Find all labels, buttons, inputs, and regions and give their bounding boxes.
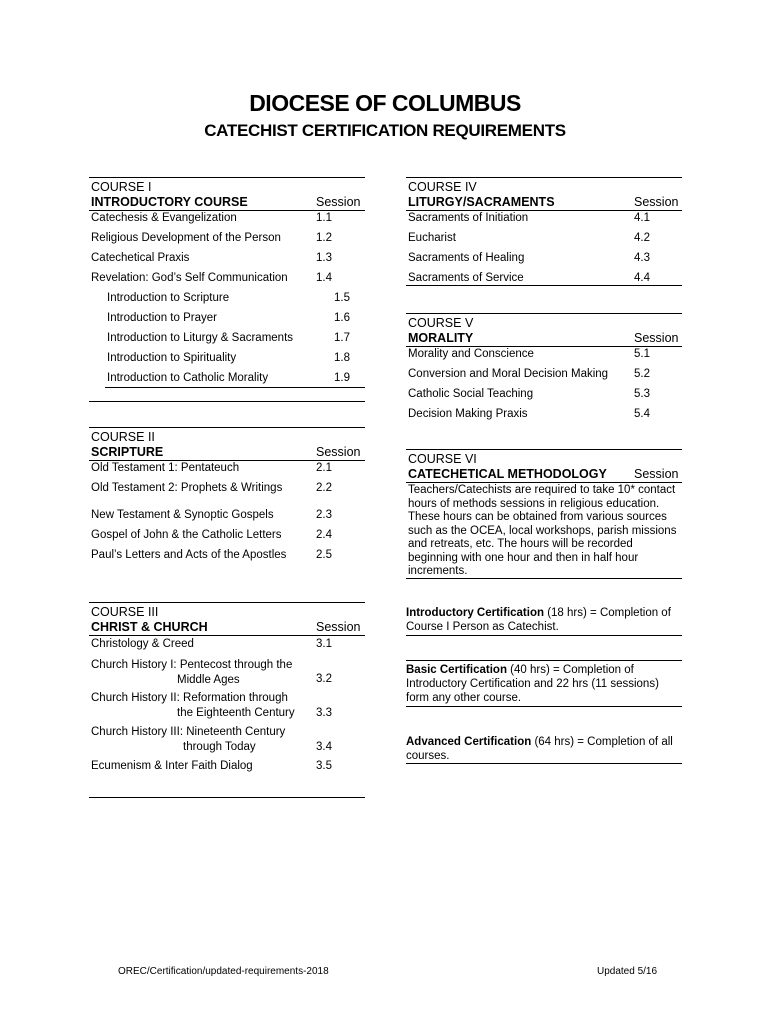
divider xyxy=(89,635,365,636)
course-label: COURSE II xyxy=(91,430,155,444)
certification-desc: (64 hrs) = Completion of all courses. xyxy=(406,736,673,762)
list-item xyxy=(89,291,365,307)
course-name: CATECHETICAL METHODOLOGY xyxy=(408,467,607,481)
item-name: New Testament & Synoptic Gospels xyxy=(91,509,274,521)
item-name: Morality and Conscience xyxy=(408,348,534,360)
item-session: 5.4 xyxy=(634,408,650,420)
list-item xyxy=(406,407,682,423)
item-name: Introduction to Spirituality xyxy=(107,352,237,364)
session-header: Session xyxy=(316,195,361,209)
item-session: 2.4 xyxy=(316,529,332,541)
item-name: Religious Development of the Person xyxy=(91,232,281,244)
course-name: INTRODUCTORY COURSE xyxy=(91,195,248,209)
item-session: 4.3 xyxy=(634,252,650,264)
divider xyxy=(89,177,365,178)
item-name: Christology & Creed xyxy=(91,638,194,650)
course-name: SCRIPTURE xyxy=(91,445,164,459)
divider xyxy=(406,285,682,286)
divider xyxy=(89,427,365,428)
item-name: Eucharist xyxy=(408,232,456,244)
session-header: Session xyxy=(634,467,679,481)
item-session: 1.5 xyxy=(334,292,350,304)
item-session: 1.8 xyxy=(334,352,350,364)
certification-desc: (18 hrs) = Completion of Course I Person as Catechist. xyxy=(406,607,671,633)
divider xyxy=(89,602,365,603)
item-name: Decision Making Praxis xyxy=(408,408,528,420)
item-session: 3.4 xyxy=(316,741,332,753)
list-item xyxy=(89,508,365,524)
item-name xyxy=(91,691,295,721)
list-item xyxy=(89,311,365,327)
item-name: Sacraments of Initiation xyxy=(408,212,529,224)
certification-text xyxy=(406,663,682,705)
divider xyxy=(406,482,682,483)
session-header: Session xyxy=(316,620,361,634)
divider xyxy=(105,387,365,388)
item-name: Conversion and Moral Decision Making xyxy=(408,368,609,380)
item-session: 4.4 xyxy=(634,272,650,284)
item-session: 2.5 xyxy=(316,549,332,561)
list-item xyxy=(406,211,682,227)
certification-introductory xyxy=(406,606,682,636)
item-name: Catechesis & Evangelization xyxy=(91,212,237,224)
list-item xyxy=(89,725,365,755)
item-name-line2: Middle Ages xyxy=(177,674,240,686)
certification-desc: (40 hrs) = Completion of Introductory Certification and 22 hrs (11 sessions) form any other course. xyxy=(406,664,659,704)
item-name: Old Testament 1: Pentateuch xyxy=(91,462,240,474)
item-session: 1.9 xyxy=(334,372,350,384)
session-header: Session xyxy=(634,331,679,345)
item-name: Gospel of John & the Catholic Letters xyxy=(91,529,282,541)
certification-title: Introductory Certification xyxy=(406,607,545,619)
item-name-line1: Church History II: Reformation through xyxy=(91,692,288,704)
item-name: Introduction to Prayer xyxy=(107,312,217,324)
certification-text xyxy=(406,735,682,763)
item-name xyxy=(91,658,292,688)
list-item xyxy=(89,461,365,477)
item-name: Catholic Social Teaching xyxy=(408,388,534,400)
item-session: 5.2 xyxy=(634,368,650,380)
item-session: 5.3 xyxy=(634,388,650,400)
item-session: 1.1 xyxy=(316,212,332,224)
course-label: COURSE IV xyxy=(408,180,477,194)
footer-left: OREC/Certification/updated-requirements-2018 xyxy=(118,966,329,977)
list-item xyxy=(89,528,365,544)
list-item xyxy=(89,351,365,367)
item-name: Ecumenism & Inter Faith Dialog xyxy=(91,760,253,772)
item-name: Introduction to Liturgy & Sacraments xyxy=(107,332,294,344)
list-item xyxy=(406,251,682,267)
item-name: Paul’s Letters and Acts of the Apostles xyxy=(91,549,287,561)
course-name: LITURGY/SACRAMENTS xyxy=(408,195,555,209)
item-session: 1.6 xyxy=(334,312,350,324)
item-name: Introduction to Scripture xyxy=(107,292,230,304)
list-item xyxy=(89,548,365,564)
list-item xyxy=(89,271,365,287)
list-item xyxy=(89,231,365,247)
item-session: 3.2 xyxy=(316,673,332,685)
page-subtitle: CATECHIST CERTIFICATION REQUIREMENTS xyxy=(204,121,566,140)
item-session: 4.2 xyxy=(634,232,650,244)
divider xyxy=(406,578,682,579)
item-name: Old Testament 2: Prophets & Writings xyxy=(91,482,283,494)
divider xyxy=(406,449,682,450)
page-title: DIOCESE OF COLUMBUS xyxy=(249,90,521,116)
item-session: 3.1 xyxy=(316,638,332,650)
list-item xyxy=(89,481,365,497)
list-item xyxy=(89,637,365,653)
item-name: Sacraments of Healing xyxy=(408,252,525,264)
item-session: 1.3 xyxy=(316,252,332,264)
item-session: 2.2 xyxy=(316,482,332,494)
item-name-line2: through Today xyxy=(183,741,256,753)
course-label: COURSE I xyxy=(91,180,152,194)
footer-right: Updated 5/16 xyxy=(597,966,658,977)
divider xyxy=(89,401,365,402)
certification-advanced xyxy=(406,735,682,765)
divider xyxy=(406,706,682,707)
item-session: 1.2 xyxy=(316,232,332,244)
course-2-section xyxy=(89,427,365,587)
divider xyxy=(406,313,682,314)
divider xyxy=(406,177,682,178)
item-session: 1.7 xyxy=(334,332,350,344)
course-name: CHRIST & CHURCH xyxy=(91,620,208,634)
item-session: 3.3 xyxy=(316,707,332,719)
course-6-section xyxy=(406,449,682,579)
item-session: 5.1 xyxy=(634,348,650,360)
course-4-section xyxy=(406,177,682,287)
item-session: 4.1 xyxy=(634,212,650,224)
certification-basic xyxy=(406,663,682,707)
list-item xyxy=(89,331,365,347)
item-name-line2: the Eighteenth Century xyxy=(177,707,295,719)
course-3-section xyxy=(89,602,365,798)
certification-title: Advanced Certification xyxy=(406,736,532,748)
item-name-line1: Church History III: Nineteenth Century xyxy=(91,726,286,738)
divider xyxy=(406,763,682,764)
item-name-line1: Church History I: Pentecost through the xyxy=(91,659,293,671)
course-label: COURSE VI xyxy=(408,452,477,466)
session-header: Session xyxy=(634,195,679,209)
list-item xyxy=(406,367,682,383)
course-description: Teachers/Catechists are required to take 10* contact hours of methods sessions in religious education. These hours can be obtained from various sources such as the OCEA, local workshops, parish missions and retreats, etc. The hours will be recorded beginning with one hour and then in half hour increments. xyxy=(408,484,677,577)
list-item xyxy=(89,691,365,721)
course-5-section xyxy=(406,313,682,425)
course-name: MORALITY xyxy=(408,331,474,345)
item-session: 1.4 xyxy=(316,272,332,284)
list-item xyxy=(89,658,365,688)
item-name: Revelation: God’s Self Communication xyxy=(91,272,288,284)
item-name xyxy=(91,725,285,755)
divider xyxy=(406,660,682,661)
certification-title: Basic Certification xyxy=(406,664,507,676)
item-name: Introduction to Catholic Morality xyxy=(107,372,269,384)
list-item xyxy=(89,371,365,387)
item-session: 2.3 xyxy=(316,509,332,521)
item-name: Sacraments of Service xyxy=(408,272,524,284)
course-label: COURSE III xyxy=(91,605,159,619)
item-session: 2.1 xyxy=(316,462,332,474)
divider xyxy=(89,797,365,798)
list-item xyxy=(89,251,365,267)
list-item xyxy=(406,387,682,403)
course-label: COURSE V xyxy=(408,316,474,330)
list-item xyxy=(406,231,682,247)
list-item xyxy=(406,347,682,363)
certification-text xyxy=(406,606,682,634)
item-name: Catechetical Praxis xyxy=(91,252,190,264)
item-session: 3.5 xyxy=(316,760,332,772)
course-1-section xyxy=(89,177,365,402)
list-item xyxy=(89,211,365,227)
list-item xyxy=(89,759,365,775)
divider xyxy=(406,635,682,636)
session-header: Session xyxy=(316,445,361,459)
